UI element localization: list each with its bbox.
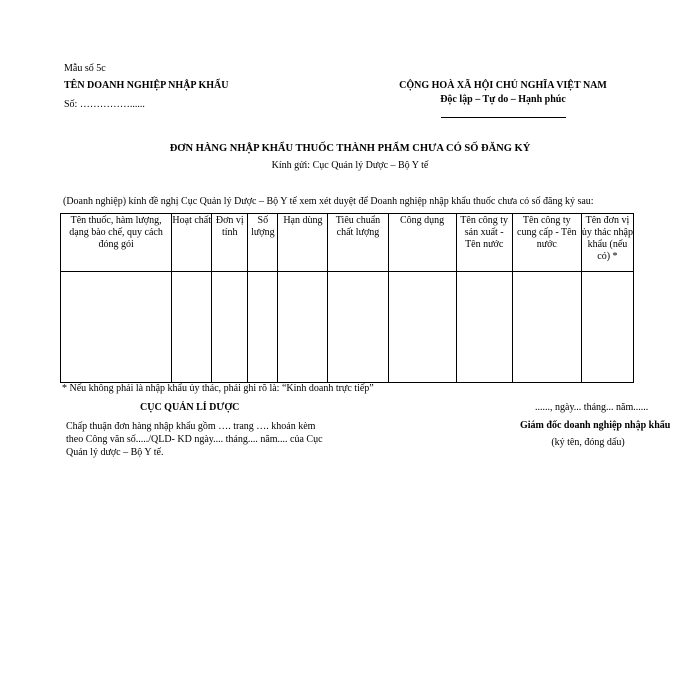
table-cell [388, 272, 456, 383]
recipient-line: Kính gửi: Cục Quản lý Dược – Bộ Y tế [271, 160, 429, 171]
column-header: Hoạt chất [172, 214, 212, 272]
column-header: Hạn dùng [278, 214, 328, 272]
form-code: Mẫu số 5c [64, 63, 106, 74]
national-motto: Độc lập – Tự do – Hạnh phúc [440, 94, 566, 105]
column-header: Tên đơn vị ủy thác nhập khẩu (nếu có) * [581, 214, 633, 272]
table-cell [61, 272, 172, 383]
authority-title: CỤC QUẢN LÍ DƯỢC [140, 402, 240, 413]
column-header: Đơn vị tính [212, 214, 248, 272]
table-row [61, 272, 634, 383]
request-text: (Doanh nghiệp) kính đề nghị Cục Quản lý Dược – Bộ Y tế xem xét duyệt để Doanh nghiệp nhập khẩu thuốc chưa có số đăng ký sau: [63, 196, 594, 207]
form-title: ĐƠN HÀNG NHẬP KHẨU THUỐC THÀNH PHẨM CHƯA CÓ SỐ ĐĂNG KÝ [169, 143, 531, 154]
column-header: Tên công ty cung cấp - Tên nước [512, 214, 581, 272]
signature-note: (ký tên, đóng dấu) [551, 437, 625, 448]
motto-underline [441, 117, 566, 118]
table-cell [456, 272, 512, 383]
column-header: Công dụng [388, 214, 456, 272]
table-cell [328, 272, 388, 383]
column-header: Tiêu chuẩn chất lượng [328, 214, 388, 272]
table-cell [212, 272, 248, 383]
date-line: ......, ngày... tháng... năm...... [535, 402, 649, 413]
footnote: * Nếu không phải là nhập khẩu ủy thác, phải ghi rõ là: “Kinh doanh trực tiếp” [62, 383, 374, 394]
table-cell [512, 272, 581, 383]
table-cell [248, 272, 278, 383]
company-name: TÊN DOANH NGHIỆP NHẬP KHẨU [64, 80, 229, 91]
table-cell [172, 272, 212, 383]
column-header: Tên công ty sản xuất - Tên nước [456, 214, 512, 272]
table-cell [581, 272, 633, 383]
signer-title: Giám đốc doanh nghiệp nhập khẩu [520, 420, 671, 431]
column-header: Tên thuốc, hàm lượng, dạng bào chế, quy cách đóng gói [61, 214, 172, 272]
approval-text: Chấp thuận đơn hàng nhập khẩu gồm …. trang …. khoản kèm theo Công văn số...../QLD- KD ngày.... tháng.... năm.... của Cục Quản lý dược – Bộ Y tế. [66, 421, 323, 458]
document-number: Số: ……………...... [64, 99, 145, 110]
column-header: Số lượng [248, 214, 278, 272]
items-table [60, 213, 634, 383]
table-header-row [61, 214, 634, 272]
table-cell [278, 272, 328, 383]
national-title: CỘNG HOÀ XÃ HỘI CHỦ NGHĨA VIỆT NAM [399, 80, 607, 91]
